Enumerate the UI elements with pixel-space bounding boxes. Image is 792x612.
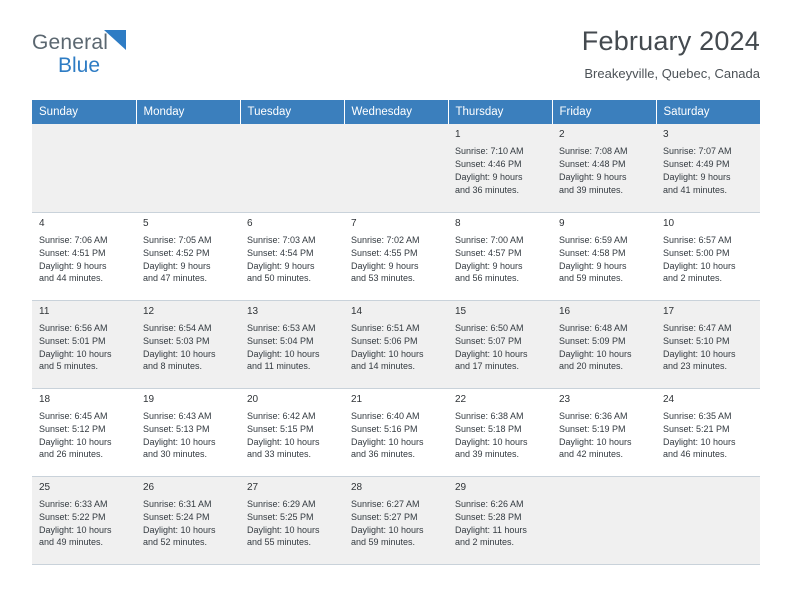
day-sun-info <box>559 410 651 461</box>
day-info-line: Sunrise: 6:36 AM <box>559 410 628 421</box>
day-info-line: Sunrise: 6:54 AM <box>143 322 212 333</box>
calendar-week-row <box>32 212 760 300</box>
day-number: 27 <box>247 481 259 493</box>
day-info-line: Sunrise: 7:05 AM <box>143 234 212 245</box>
day-info-line: Daylight: 10 hours <box>247 436 320 447</box>
calendar-day-cell[interactable] <box>32 388 136 476</box>
calendar-day-cell[interactable] <box>448 124 552 212</box>
day-sun-info <box>559 234 651 285</box>
day-info-line: and 26 minutes. <box>39 449 104 460</box>
day-sun-info <box>143 498 235 549</box>
day-number: 4 <box>39 217 45 229</box>
day-sun-info <box>455 410 547 461</box>
day-info-line: Sunset: 5:19 PM <box>559 423 626 434</box>
day-info-line: and 44 minutes. <box>39 273 104 284</box>
day-info-line: and 41 minutes. <box>663 184 728 195</box>
day-info-line: and 36 minutes. <box>455 184 520 195</box>
day-info-line: Sunset: 5:16 PM <box>351 423 418 434</box>
day-info-line: and 14 minutes. <box>351 361 416 372</box>
day-info-line: Sunset: 5:07 PM <box>455 335 522 346</box>
calendar-day-cell[interactable] <box>344 476 448 564</box>
calendar-empty-cell <box>32 124 136 212</box>
day-info-line: Sunrise: 6:56 AM <box>39 322 108 333</box>
calendar-empty-cell <box>656 476 760 564</box>
day-number: 12 <box>143 305 155 317</box>
day-info-line: Daylight: 10 hours <box>455 436 528 447</box>
day-info-line: Sunrise: 6:45 AM <box>39 410 108 421</box>
weekday-header-saturday: Saturday <box>656 100 760 124</box>
day-info-line: and 50 minutes. <box>247 273 312 284</box>
day-number: 13 <box>247 305 259 317</box>
day-number: 2 <box>559 129 565 140</box>
day-info-line: Sunset: 5:03 PM <box>143 335 210 346</box>
day-sun-info <box>247 498 339 549</box>
day-info-line: and 36 minutes. <box>351 449 416 460</box>
calendar-body <box>32 124 760 564</box>
day-number: 20 <box>247 393 259 405</box>
calendar-week-row <box>32 124 760 212</box>
day-info-line: Daylight: 10 hours <box>559 436 632 447</box>
day-info-line: Sunset: 5:25 PM <box>247 511 314 522</box>
calendar-day-cell[interactable] <box>656 388 760 476</box>
day-info-line: Daylight: 9 hours <box>663 172 731 183</box>
day-info-line: Daylight: 10 hours <box>247 524 320 535</box>
day-info-line: Sunset: 5:00 PM <box>663 247 730 258</box>
calendar-day-cell[interactable] <box>344 212 448 300</box>
day-sun-info <box>143 410 235 461</box>
day-info-line: Sunset: 5:10 PM <box>663 335 730 346</box>
calendar-week-row <box>32 476 760 564</box>
day-number: 22 <box>455 393 467 405</box>
day-info-line: and 23 minutes. <box>663 361 728 372</box>
calendar-day-cell[interactable] <box>32 212 136 300</box>
day-info-line: Sunset: 5:27 PM <box>351 511 418 522</box>
day-info-line: Daylight: 10 hours <box>143 436 216 447</box>
day-info-line: Sunset: 5:18 PM <box>455 423 522 434</box>
day-info-line: Daylight: 10 hours <box>559 348 632 359</box>
day-sun-info <box>663 145 755 196</box>
calendar-day-cell[interactable] <box>344 300 448 388</box>
day-info-line: and 42 minutes. <box>559 449 624 460</box>
day-info-line: Sunset: 5:09 PM <box>559 335 626 346</box>
brand-name-general: General <box>32 31 109 54</box>
day-info-line: Daylight: 9 hours <box>455 260 523 271</box>
day-info-line: Sunset: 4:57 PM <box>455 247 522 258</box>
day-info-line: Daylight: 10 hours <box>143 524 216 535</box>
day-info-line: Sunrise: 7:06 AM <box>39 234 108 245</box>
day-number: 16 <box>559 305 571 317</box>
day-info-line: Daylight: 9 hours <box>559 260 627 271</box>
calendar-day-cell[interactable] <box>136 300 240 388</box>
flag-triangle-icon <box>104 30 126 50</box>
day-number: 21 <box>351 393 363 405</box>
day-info-line: Sunset: 5:21 PM <box>663 423 730 434</box>
day-info-line: Daylight: 9 hours <box>39 260 107 271</box>
day-info-line: and 59 minutes. <box>351 537 416 548</box>
day-info-line: and 59 minutes. <box>559 273 624 284</box>
day-number: 19 <box>143 393 155 405</box>
calendar-day-cell[interactable] <box>32 300 136 388</box>
day-info-line: Sunset: 5:24 PM <box>143 511 210 522</box>
calendar-day-cell[interactable] <box>552 124 656 212</box>
day-sun-info <box>247 410 339 461</box>
day-info-line: Daylight: 9 hours <box>143 260 211 271</box>
day-info-line: Sunset: 4:52 PM <box>143 247 210 258</box>
page-header <box>32 26 760 88</box>
calendar-day-cell[interactable] <box>32 476 136 564</box>
day-info-line: and 20 minutes. <box>559 361 624 372</box>
day-info-line: Daylight: 10 hours <box>663 260 736 271</box>
day-number: 14 <box>351 305 363 317</box>
calendar-day-cell[interactable] <box>136 212 240 300</box>
weekday-header-monday: Monday <box>136 100 240 124</box>
day-info-line: and 33 minutes. <box>247 449 312 460</box>
calendar-day-cell[interactable] <box>240 212 344 300</box>
day-sun-info <box>559 322 651 373</box>
day-number: 18 <box>39 393 51 405</box>
calendar-day-cell[interactable] <box>448 300 552 388</box>
day-info-line: Sunset: 5:28 PM <box>455 511 522 522</box>
day-sun-info <box>39 410 131 461</box>
day-info-line: Sunrise: 7:03 AM <box>247 234 316 245</box>
calendar-day-cell[interactable] <box>448 212 552 300</box>
day-info-line: Daylight: 10 hours <box>663 436 736 447</box>
day-info-line: and 39 minutes. <box>559 184 624 195</box>
calendar-empty-cell <box>552 476 656 564</box>
day-info-line: Sunset: 5:12 PM <box>39 423 106 434</box>
day-info-line: Daylight: 10 hours <box>351 524 424 535</box>
day-sun-info <box>39 322 131 373</box>
calendar-day-cell[interactable] <box>240 476 344 564</box>
day-number: 17 <box>663 305 675 317</box>
day-info-line: Daylight: 10 hours <box>39 436 112 447</box>
day-info-line: Sunrise: 6:29 AM <box>247 498 316 509</box>
day-info-line: Daylight: 10 hours <box>39 524 112 535</box>
brand-logo <box>32 26 108 76</box>
day-sun-info <box>663 410 755 461</box>
day-info-line: and 2 minutes. <box>455 537 515 548</box>
day-info-line: and 55 minutes. <box>247 537 312 548</box>
day-info-line: Daylight: 9 hours <box>559 172 627 183</box>
day-info-line: Sunrise: 6:47 AM <box>663 322 732 333</box>
weekday-header-wednesday: Wednesday <box>344 100 448 124</box>
day-info-line: Sunrise: 6:31 AM <box>143 498 212 509</box>
day-number: 9 <box>559 217 565 229</box>
calendar-table <box>32 100 760 565</box>
day-info-line: and 11 minutes. <box>247 361 311 372</box>
day-number: 28 <box>351 481 363 493</box>
calendar-day-cell[interactable] <box>656 124 760 212</box>
day-info-line: Sunrise: 7:00 AM <box>455 234 524 245</box>
day-info-line: and 53 minutes. <box>351 273 416 284</box>
calendar-empty-cell <box>344 124 448 212</box>
day-sun-info <box>351 410 443 461</box>
calendar-empty-cell <box>136 124 240 212</box>
day-info-line: Sunset: 4:54 PM <box>247 247 314 258</box>
weekday-header-row <box>32 100 760 124</box>
day-sun-info <box>351 234 443 285</box>
day-info-line: Sunrise: 6:43 AM <box>143 410 212 421</box>
calendar-week-row <box>32 300 760 388</box>
day-info-line: Daylight: 9 hours <box>247 260 315 271</box>
day-sun-info <box>455 498 547 549</box>
day-number: 10 <box>663 217 675 229</box>
day-number: 3 <box>663 129 669 140</box>
day-info-line: and 46 minutes. <box>663 449 728 460</box>
calendar-day-cell[interactable] <box>448 388 552 476</box>
day-info-line: Sunrise: 6:40 AM <box>351 410 420 421</box>
day-number: 25 <box>39 481 51 493</box>
day-info-line: Sunset: 5:15 PM <box>247 423 314 434</box>
calendar-week-row <box>32 388 760 476</box>
day-number: 5 <box>143 217 149 229</box>
day-number: 11 <box>39 305 50 317</box>
calendar-day-cell[interactable] <box>136 476 240 564</box>
day-number: 8 <box>455 217 461 229</box>
day-sun-info <box>559 145 651 196</box>
day-number: 26 <box>143 481 155 493</box>
day-sun-info <box>455 322 547 373</box>
day-sun-info <box>247 322 339 373</box>
day-number: 15 <box>455 305 467 317</box>
day-info-line: Daylight: 10 hours <box>455 348 528 359</box>
day-info-line: Sunrise: 6:42 AM <box>247 410 316 421</box>
calendar-day-cell[interactable] <box>656 300 760 388</box>
calendar-day-cell[interactable] <box>552 388 656 476</box>
day-info-line: Sunrise: 6:33 AM <box>39 498 108 509</box>
title-block <box>582 26 760 81</box>
day-info-line: and 52 minutes. <box>143 537 208 548</box>
day-info-line: and 47 minutes. <box>143 273 208 284</box>
day-info-line: Sunrise: 7:07 AM <box>663 146 732 157</box>
calendar-day-cell[interactable] <box>240 300 344 388</box>
day-info-line: and 5 minutes. <box>39 361 99 372</box>
calendar-empty-cell <box>240 124 344 212</box>
day-info-line: and 8 minutes. <box>143 361 203 372</box>
day-info-line: Sunset: 4:46 PM <box>455 159 522 170</box>
day-info-line: Sunrise: 6:59 AM <box>559 234 628 245</box>
weekday-header-thursday: Thursday <box>448 100 552 124</box>
day-number: 6 <box>247 217 253 229</box>
day-sun-info <box>455 234 547 285</box>
day-info-line: Sunrise: 7:02 AM <box>351 234 420 245</box>
day-info-line: Sunset: 5:13 PM <box>143 423 210 434</box>
day-sun-info <box>351 498 443 549</box>
weekday-header-tuesday: Tuesday <box>240 100 344 124</box>
page-title: February 2024 <box>581 26 760 56</box>
day-number: 24 <box>663 393 675 405</box>
day-info-line: Sunset: 5:04 PM <box>247 335 314 346</box>
calendar-day-cell[interactable] <box>552 212 656 300</box>
day-info-line: Sunset: 4:49 PM <box>663 159 730 170</box>
day-info-line: Sunrise: 6:50 AM <box>455 322 524 333</box>
day-info-line: Daylight: 10 hours <box>351 436 424 447</box>
calendar-day-cell[interactable] <box>448 476 552 564</box>
day-info-line: Sunrise: 6:27 AM <box>351 498 420 509</box>
day-info-line: Daylight: 9 hours <box>351 260 419 271</box>
day-number: 23 <box>559 393 571 405</box>
day-sun-info <box>351 322 443 373</box>
day-info-line: Sunrise: 6:53 AM <box>247 322 316 333</box>
day-info-line: Daylight: 9 hours <box>455 172 523 183</box>
day-sun-info <box>663 322 755 373</box>
day-info-line: and 56 minutes. <box>455 273 520 284</box>
day-info-line: Sunrise: 6:38 AM <box>455 410 524 421</box>
day-info-line: Sunset: 4:55 PM <box>351 247 418 258</box>
day-info-line: Sunrise: 6:51 AM <box>351 322 420 333</box>
day-info-line: Sunrise: 6:35 AM <box>663 410 732 421</box>
day-info-line: and 30 minutes. <box>143 449 208 460</box>
calendar-day-cell[interactable] <box>240 388 344 476</box>
day-info-line: Daylight: 10 hours <box>247 348 320 359</box>
day-sun-info <box>143 322 235 373</box>
day-sun-info <box>39 234 131 285</box>
day-info-line: and 49 minutes. <box>39 537 104 548</box>
day-info-line: Daylight: 10 hours <box>39 348 112 359</box>
day-sun-info <box>39 498 131 549</box>
day-info-line: Sunrise: 6:48 AM <box>559 322 628 333</box>
day-info-line: Daylight: 10 hours <box>351 348 424 359</box>
day-info-line: Sunset: 5:06 PM <box>351 335 418 346</box>
day-info-line: Sunset: 4:58 PM <box>559 247 626 258</box>
day-info-line: Sunrise: 7:10 AM <box>455 146 524 157</box>
day-sun-info <box>143 234 235 285</box>
day-sun-info <box>247 234 339 285</box>
day-info-line: Daylight: 11 hours <box>455 524 527 535</box>
calendar-day-cell[interactable] <box>136 388 240 476</box>
day-number: 1 <box>455 129 461 140</box>
calendar-day-cell[interactable] <box>656 212 760 300</box>
calendar-day-cell[interactable] <box>552 300 656 388</box>
day-info-line: and 17 minutes. <box>455 361 520 372</box>
weekday-header-friday: Friday <box>552 100 656 124</box>
day-info-line: Sunset: 5:22 PM <box>39 511 106 522</box>
day-info-line: Sunset: 4:51 PM <box>39 247 106 258</box>
day-info-line: Sunrise: 6:57 AM <box>663 234 732 245</box>
day-info-line: Daylight: 10 hours <box>663 348 736 359</box>
brand-name-blue: Blue <box>58 54 101 77</box>
day-sun-info <box>663 234 755 285</box>
day-info-line: and 39 minutes. <box>455 449 520 460</box>
day-info-line: Sunset: 4:48 PM <box>559 159 626 170</box>
calendar-day-cell[interactable] <box>344 388 448 476</box>
day-number: 29 <box>455 481 467 493</box>
day-info-line: Sunrise: 6:26 AM <box>455 498 524 509</box>
day-info-line: Sunset: 5:01 PM <box>39 335 106 346</box>
location-subtitle: Breakeyville, Quebec, Canada <box>584 66 760 81</box>
day-info-line: and 2 minutes. <box>663 273 723 284</box>
day-info-line: Daylight: 10 hours <box>143 348 216 359</box>
day-info-line: Sunrise: 7:08 AM <box>559 146 628 157</box>
day-number: 7 <box>351 217 357 229</box>
weekday-header-sunday: Sunday <box>32 100 136 124</box>
day-sun-info <box>455 145 547 196</box>
